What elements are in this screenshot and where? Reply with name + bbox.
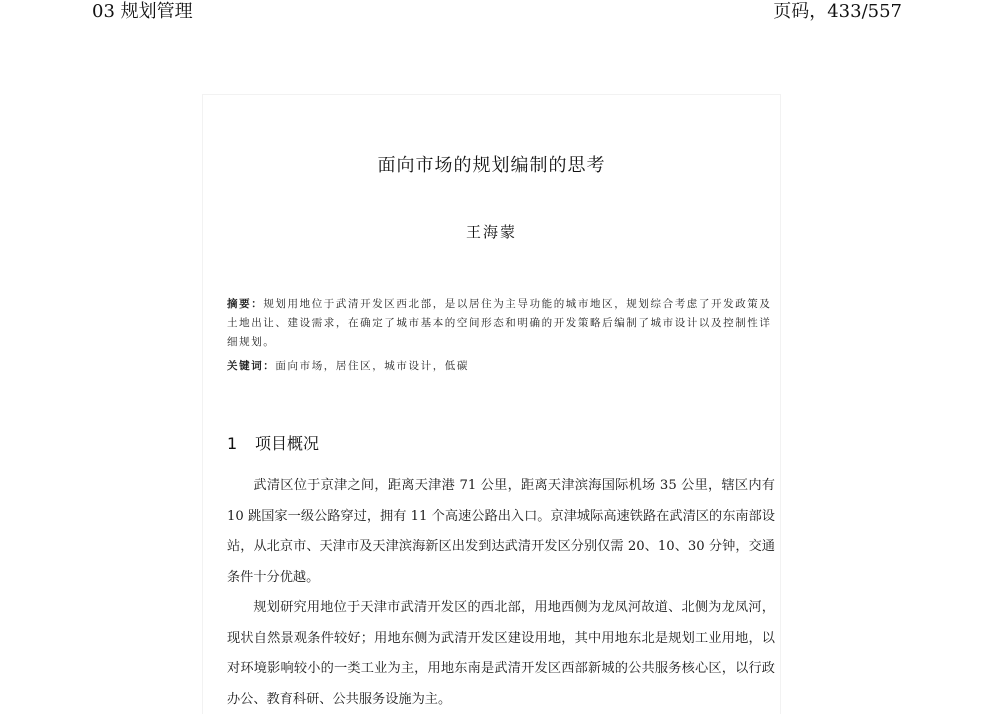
abstract bbox=[227, 295, 775, 352]
paragraph-text: 规划研究用地位于天津市武清开发区的西北部，用地西侧为龙凤河故道、北侧为龙凤河，现状自然景观条件较好；用地东侧为武清开发区建设用地，其中用地东北是规划工业用地，以对环境影响较小的一类工业为主，用地东南是武清开发区西部新城的公共服务核心区，以行政办公、教育科研、公共服务设施为主。 bbox=[227, 600, 775, 707]
body-paragraph-2 bbox=[227, 593, 775, 714]
paper-author: 王海蒙 bbox=[465, 223, 517, 241]
page-counter: 页码，433/557 bbox=[773, 1, 902, 22]
keywords-text: 面向市场，居住区，城市设计，低碳 bbox=[275, 360, 470, 372]
abstract-text: 规划用地位于武清开发区西北部，是以居住为主导功能的城市地区，规划综合考虑了开发政策及土地出让、建设需求，在确定了城市基本的空间形态和明确的开发策略后编制了城市设计以及控制性详细规划。 bbox=[227, 298, 772, 348]
paper-title: 面向市场的规划编制的思考 bbox=[377, 155, 606, 176]
body-paragraph-1 bbox=[227, 471, 775, 593]
abstract-label: 摘要： bbox=[227, 298, 264, 310]
section-heading bbox=[227, 432, 319, 456]
keywords bbox=[227, 357, 775, 375]
paragraph-text: 武清区位于京津之间，距离天津港 71 公里，距离天津滨海国际机场 35 公里，辖区内有 10 跳国家一级公路穿过，拥有 11 个高速公路出入口。京津城际高速铁路在武清区的东南部设站，从北京市、天津市及天津滨海新区出发到达武清开发区分别仅需 20、10、30 分钟，交通条件十分优越。 bbox=[227, 478, 775, 585]
keywords-label: 关键词： bbox=[227, 360, 276, 372]
section-number: 1 bbox=[227, 434, 238, 453]
section-title: 项目概况 bbox=[255, 434, 320, 453]
document-page bbox=[203, 95, 780, 714]
chapter-label: 03 规划管理 bbox=[92, 1, 193, 22]
